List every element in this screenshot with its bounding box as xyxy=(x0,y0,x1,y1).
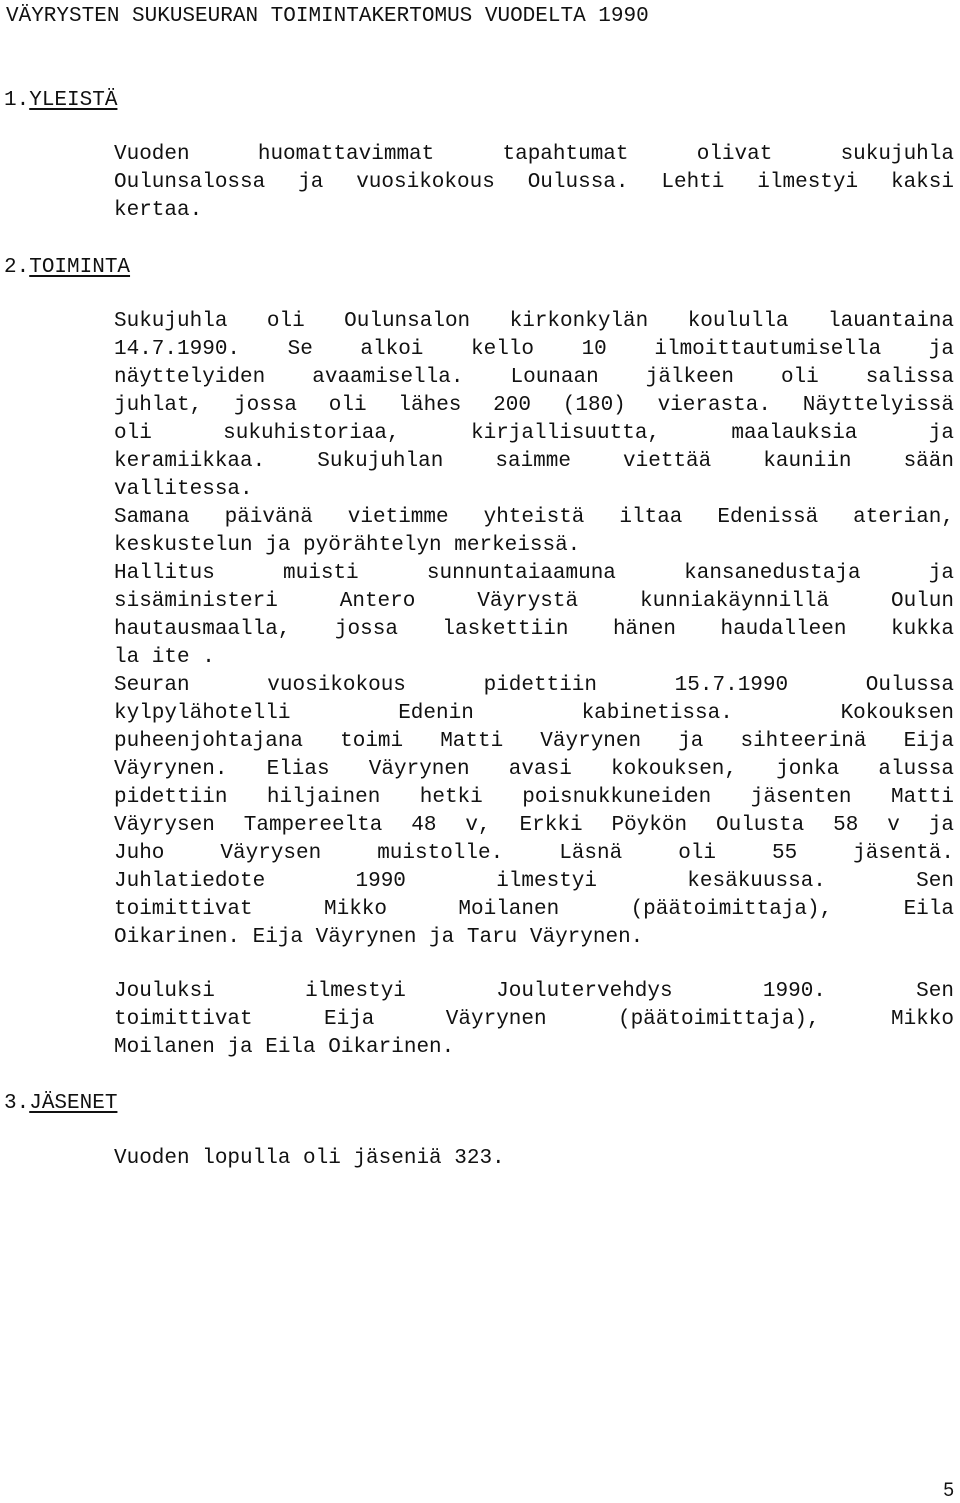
text-line: oli sukuhistoriaa, kirjallisuutta, maalauksia ja xyxy=(114,422,954,445)
section-number: 2. xyxy=(4,256,30,279)
text-line: Oulunsalossa ja vuosikokous Oulussa. Lehti ilmestyi kaksi xyxy=(114,171,954,194)
text-line: vallitessa. xyxy=(114,478,253,501)
text-line: kylpylähotelli Edenin kabinetissa. Kokouksen xyxy=(114,702,954,725)
section-body-yleista xyxy=(114,141,954,225)
text-line: Seuran vuosikokous pidettiin 15.7.1990 Oulussa xyxy=(114,674,954,697)
text-line: toimittivat Eija Väyrynen (päätoimittaja), Mikko xyxy=(114,1008,954,1031)
section-title: JÄSENET xyxy=(29,1092,118,1115)
text-line: Väyrynen. Elias Väyrynen avasi kokouksen, jonka alussa xyxy=(114,758,954,781)
text-line: Hallitus muisti sunnuntaiaamuna kansanedustaja ja xyxy=(114,562,954,585)
text-line: keramiikkaa. Sukujuhlan saimme viettää kauniin sään xyxy=(114,450,954,473)
text-line: juhlat, jossa oli lähes 200 (180) vierasta. Näyttelyissä xyxy=(114,394,954,417)
text-line: 14.7.1990. Se alkoi kello 10 ilmoittautumisella ja xyxy=(114,338,954,361)
section-heading-jasenet xyxy=(4,1091,117,1117)
section-title: YLEISTÄ xyxy=(29,89,118,112)
text-line: Juho Väyrysen muistolle. Läsnä oli 55 jäsentä. xyxy=(114,842,954,865)
text-line: Oikarinen. Eija Väyrynen ja Taru Väyrynen. xyxy=(114,926,644,949)
text-line: näyttelyiden avaamisella. Lounaan jälkeen oli salissa xyxy=(114,366,954,389)
text-line: toimittivat Mikko Moilanen (päätoimittaja), Eila xyxy=(114,898,954,921)
section-body-jasenet xyxy=(114,1145,954,1173)
text-line: Sukujuhla oli Oulunsalon kirkonkylän koululla lauantaina xyxy=(114,310,954,333)
text-line: hautausmaalla, jossa laskettiin hänen haudalleen kukka xyxy=(114,618,954,641)
text-line: Jouluksi ilmestyi Joulutervehdys 1990. Sen xyxy=(114,980,954,1003)
text-line: puheenjohtajana toimi Matti Väyrynen ja sihteerinä Eija xyxy=(114,730,954,753)
section-number: 1. xyxy=(4,89,30,112)
text-line: la ite . xyxy=(114,646,215,669)
document-title: VÄYRYSTEN SUKUSEURAN TOIMINTAKERTOMUS VUODELTA 1990 xyxy=(6,5,649,28)
section-heading-toiminta xyxy=(4,255,130,281)
section-number: 3. xyxy=(4,1092,30,1115)
section-heading-yleista xyxy=(4,88,117,114)
text-line: kertaa. xyxy=(114,199,203,222)
text-line: sisäministeri Antero Väyrystä kunniakäynnillä Oulun xyxy=(114,590,954,613)
text-line: Vuoden huomattavimmat tapahtumat olivat sukujuhla xyxy=(114,143,954,166)
text-line: Samana päivänä vietimme yhteistä iltaa Edenissä aterian, xyxy=(114,506,954,529)
section-body-toiminta xyxy=(114,308,954,952)
section-body-toiminta-joulu xyxy=(114,978,954,1062)
page-number: 5 xyxy=(943,1480,954,1501)
section-title: TOIMINTA xyxy=(29,256,131,279)
text-line: Vuoden lopulla oli jäseniä 323. xyxy=(114,1147,505,1170)
text-line: pidettiin hiljainen hetki poisnukkuneiden jäsenten Matti xyxy=(114,786,954,809)
text-line: keskustelun ja pyörähtelyn merkeissä. xyxy=(114,534,581,557)
text-line: Juhlatiedote 1990 ilmestyi kesäkuussa. Sen xyxy=(114,870,954,893)
text-line: Moilanen ja Eila Oikarinen. xyxy=(114,1036,455,1059)
text-line: Väyrysen Tampereelta 48 v, Erkki Pöykön Oulusta 58 v ja xyxy=(114,814,954,837)
